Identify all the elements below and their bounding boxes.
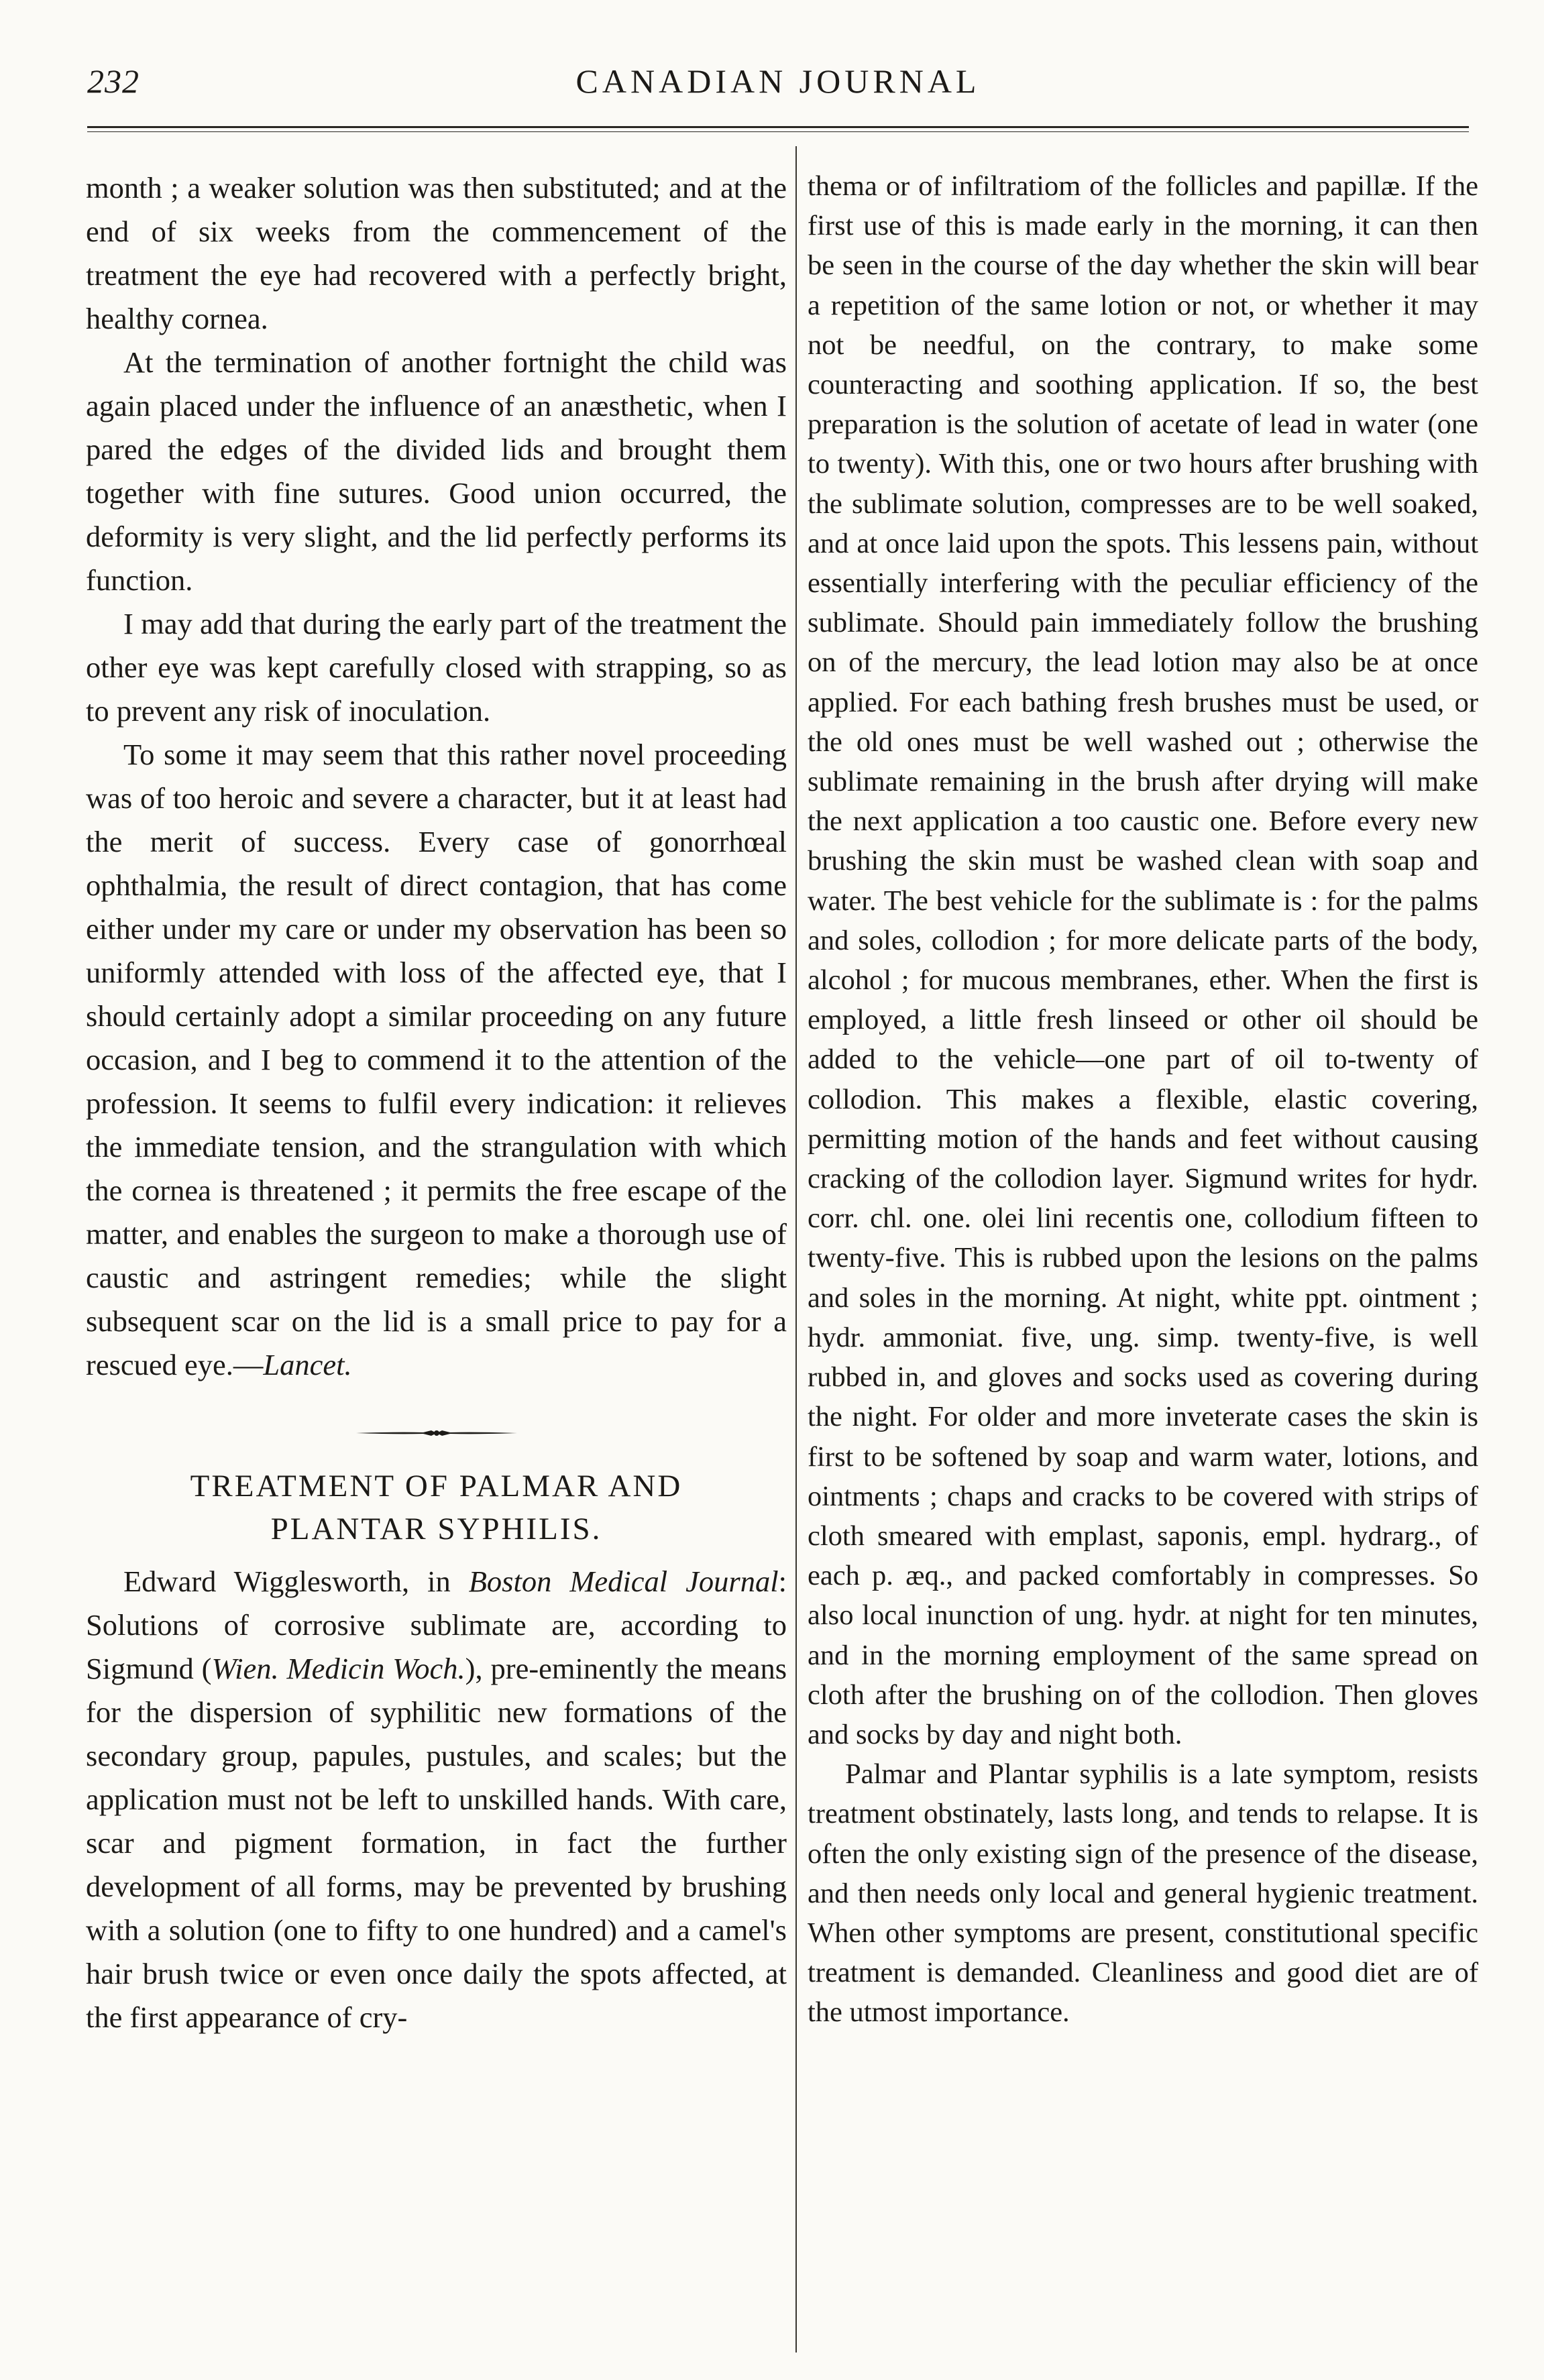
paragraph: Palmar and Plantar syphilis is a late symptom, resists treatment obstinately, lasts long, and tends to relapse. It is often the only existing sign of the presence of the disease, and then needs only local and general hygienic treatment. When other symptoms are present, constitutional specific treatment is demanded. Cleanliness and good diet are of the utmost importance. [808, 1758, 1478, 2029]
page-number: 232 [87, 62, 140, 100]
paragraph-text: To some it may seem that this rather novel proceeding was of too heroic and severe a character, but it at least had the merit of success. Every case of gonorrhœal ophthalmia, the result of direct contagion, that has come either under my care or under my observation has been so uniformly attended with loss of the affected eye, that I should certainly adopt a similar proceeding on any future occasion, and I beg to commend it to the attention of the profession. It seems to fulfil every indication: it relieves the immediate tension, and the strangulation with which the cornea is threatened ; it permits the free escape of the matter, and enables the surgeon to make a thorough use of caustic and astringent remedies; while the slight subsequent scar on the lid is a small price to pay for a rescued eye.— [86, 738, 787, 1381]
ornament-rule-icon [356, 1428, 517, 1438]
paragraph: month ; a weaker solution was then substituted; and at the end of six weeks from the commencement of the treatment the eye had recovered with a perfectly bright, healthy cornea. [86, 171, 787, 335]
section-heading-line: TREATMENT OF PALMAR AND [190, 1469, 683, 1504]
column-divider [795, 146, 797, 2353]
journal-reference: Wien. Medicin Woch. [211, 1652, 465, 1685]
source-citation: Lancet. [263, 1348, 352, 1381]
paragraph-text: Edward Wigglesworth, in [123, 1565, 469, 1598]
header-rule [87, 126, 1469, 128]
section-heading [86, 1465, 787, 1550]
journal-reference: Boston Medical Journal [468, 1565, 779, 1598]
running-head [87, 62, 1469, 109]
paragraph: thema or of infiltratiom of the follicles and papillæ. If the first use of this is made early in the morning, it can then be seen in the course of the day whether the skin will bear a repetition of the same lotion or not, or whether it may not be needful, on the contrary, to make some counteracting and soothing application. If so, the best preparation is the solution of acetate of lead in water (one to twenty). With this, one or two hours after brushing with the sublimate solution, compresses are to be well soaked, and at once laid upon the spots. This lessens pain, without essentially interfering with the peculiar efficiency of the sublimate. Should pain immediately follow the brushing on of the mercury, the lead lotion may also be at once applied. For each bathing fresh brushes must be used, or the old ones must be well washed out ; otherwise the sublimate remaining in the brush after drying will make the next application a too caustic one. Before every new brushing the skin must be washed clean with soap and water. The best vehicle for the sublimate is : for the palms and soles, collodion ; for more delicate parts of the body, alcohol ; for mucous membranes, ether. When the first is employed, a little fresh linseed or other oil should be added to the vehicle—one part of oil to-twenty of collodion. This makes a flexible, elastic covering, permitting motion of the hands and feet without causing cracking of the collodion layer. Sigmund writes for hydr. corr. chl. one. olei lini recentis one, collodium fifteen to twenty-five. This is rubbed upon the lesions on the palms and soles in the morning. At night, white ppt. ointment ; hydr. ammoniat. five, ung. simp. twenty-five, is well rubbed in, and gloves and socks used as covering during the night. For older and more inveterate cases the skin is first to be softened by soap and warm water, lotions, and ointments ; chaps and cracks to be covered with strips of cloth smeared with emplast, saponis, empl. hydrarg., of each p. æq., and packed comfortably in compresses. So also local inunction of ung. hydr. at night for ten minutes, and in the morning employment of the same spread on cloth after the brushing on of the collodion. Then gloves and socks by day and night both. [808, 170, 1478, 1750]
paragraph: I may add that during the early part of the treatment the other eye was kept carefully closed with strapping, so as to prevent any risk of inoculation. [86, 607, 787, 728]
header-rule-thin [87, 131, 1469, 132]
paragraph-text: : Solutions of corrosive sublimate are, according to Sigmund ( [86, 1565, 787, 1685]
journal-title: CANADIAN JOURNAL [575, 62, 981, 100]
paragraph: At the termination of another fortnight the child was again placed under the influence of an anæsthetic, when I pared the edges of the divided lids and brought them together with fine sutures. Good union occurred, the deformity is very slight, and the lid perfectly performs its function. [86, 345, 787, 597]
paragraph [86, 733, 787, 1387]
paragraph [86, 1560, 787, 2039]
left-column [86, 166, 787, 2039]
paragraph-text: ), pre-eminently the means for the dispersion of syphilitic new formations of the secondary group, papules, pustules, and scales; but the application must not be left to unskilled hands. With care, scar and pigment formation, in fact the further development of all forms, may be prevented by brushing with a solution (one to fifty to one hundred) and a camel's hair brush twice or even once daily the spots affected, at the first appearance of cry- [86, 1652, 787, 2034]
section-ornament [356, 1428, 517, 1438]
section-heading-line: PLANTAR SYPHILIS. [270, 1512, 602, 1546]
right-column [808, 166, 1478, 2033]
